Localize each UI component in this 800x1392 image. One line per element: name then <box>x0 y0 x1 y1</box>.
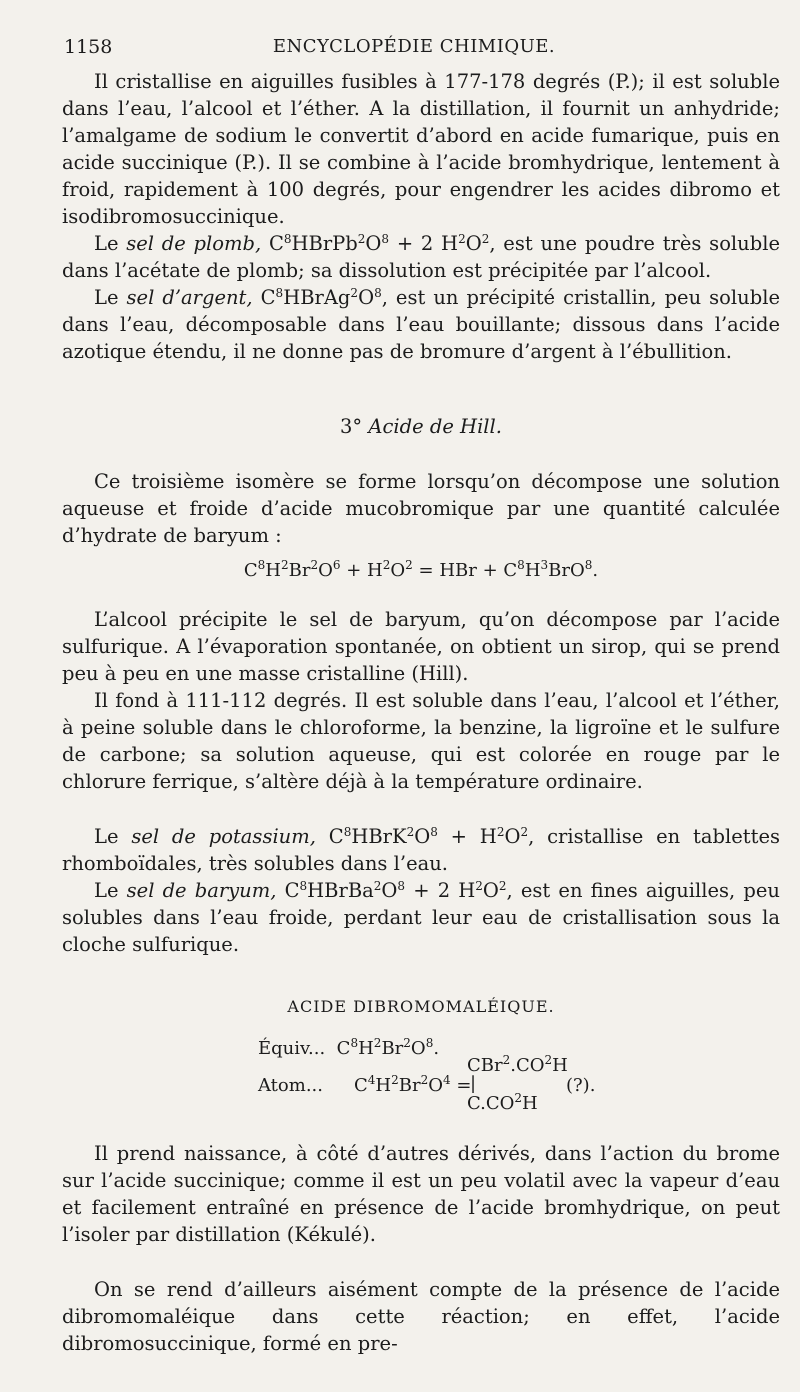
paragraph-fond: Il fond à 111-112 degrés. Il est soluble dans l’eau, l’alcool et l’éther, à peine soluble dans le chloroforme, la benzine, la ligroïne et le sulfure de carbone; sa solution aqueuse, qui est colorée en rouge par le chlorure ferrique, s’altère déjà à la température ordinaire. <box>62 689 780 793</box>
section-title-dibromomaleique: ACIDE DIBROMOMALÉIQUE. <box>287 997 555 1016</box>
paragraph-3-intro: Ce troisième isomère se forme lorsqu’on décompose une solution aqueuse et froide d’acide mucobromique par une quantité calculée d’hydrate de baryum : <box>62 470 780 547</box>
paragraph-sel-de-baryum: Le sel de baryum, $C^8HBrBa^2O^8 + 2$ $H^2O^2$, est en fines aiguilles, peu solubles dans l’eau froide, perdant leur eau de cristallisation sous la cloche sulfurique. <box>62 879 780 956</box>
paragraph-1: Il cristallise en aiguilles fusibles à 177-178 degrés (P.); il est soluble dans l’eau, l’alcool et l’éther. A la distillation, il fournit un anhydride; l’amalgame de sodium le convertit d’abord en acide fumarique, puis en acide succinique (P.). Il se combine à l’acide bromhydrique, lentement à froid, rapidement à 100 degrés, pour engendrer les acides dibromo et isodibromosuccinique. <box>62 70 780 228</box>
atom-note: (?). <box>566 1075 596 1096</box>
paragraph-final: On se rend d’ailleurs aisément compte de la présence de l’acide dibromomaléique dans cette réaction; en effet, l’acide dibromosuccinique, formé en pre- <box>62 1278 780 1355</box>
page-header <box>64 36 764 64</box>
paragraph-sel-de-plomb: Le sel de plomb, $C^8HBrPb^2O^8 + 2$ $H^2O^2$, est une poudre très soluble dans l’acétate de plomb; sa dissolution est précipitée par l’alcool. <box>62 232 780 282</box>
paragraph-alcool: L’alcool précipite le sel de baryum, qu’on décompose par l’acide sulfurique. A l’évaporation spontanée, on obtient un sirop, qui se prend peu à peu en une masse cristalline (Hill). <box>62 608 780 685</box>
formula-atom <box>258 1055 638 1125</box>
atom-formula: $C^4H^2Br^2O^4$ = <box>354 1073 472 1096</box>
running-title: ENCYCLOPÉDIE CHIMIQUE. <box>272 36 556 57</box>
formula-equiv: Équiv... $C^8H^2Br^2O^8$. <box>258 1036 440 1059</box>
paragraph-sel-de-potassium: Le sel de potassium, $C^8HBrK^2O^8 + H^2O^2$, cristallise en tablettes rhomboïdales, très solubles dans l’eau. <box>62 825 780 875</box>
page-number: 1158 <box>64 36 113 58</box>
atom-structure-top: $CBr^2.CO^2H$ <box>467 1053 568 1076</box>
paragraph-naissance: Il prend naissance, à côté d’autres dérivés, dans l’action du brome sur l’acide succinique; comme il est un peu volatil avec la vapeur d’eau et facilement entraîné en présence de l’acide bromhydrique, on peut l’isoler par distillation (Kékulé). <box>62 1142 780 1246</box>
paragraph-sel-d-argent: Le sel d’argent, $C^8HBrAg^2O^8$, est un précipité cristallin, peu soluble dans l’eau, décomposable dans l’eau bouillante; dissous dans l’acide azotique étendu, il ne donne pas de bromure d’argent à l’ébullition. <box>62 286 780 363</box>
section-heading-acide-de-hill: 3° Acide de Hill. <box>340 415 502 438</box>
atom-structure-bond: | <box>470 1073 477 1094</box>
atom-structure-bottom: $C.CO^2H$ <box>467 1091 538 1114</box>
atom-label: Atom... <box>258 1075 323 1096</box>
equation-hill: $C^8H^2Br^2O^6 + H^2O^2$ = HBr + $C^8H^3BrO^8$. <box>243 558 599 581</box>
